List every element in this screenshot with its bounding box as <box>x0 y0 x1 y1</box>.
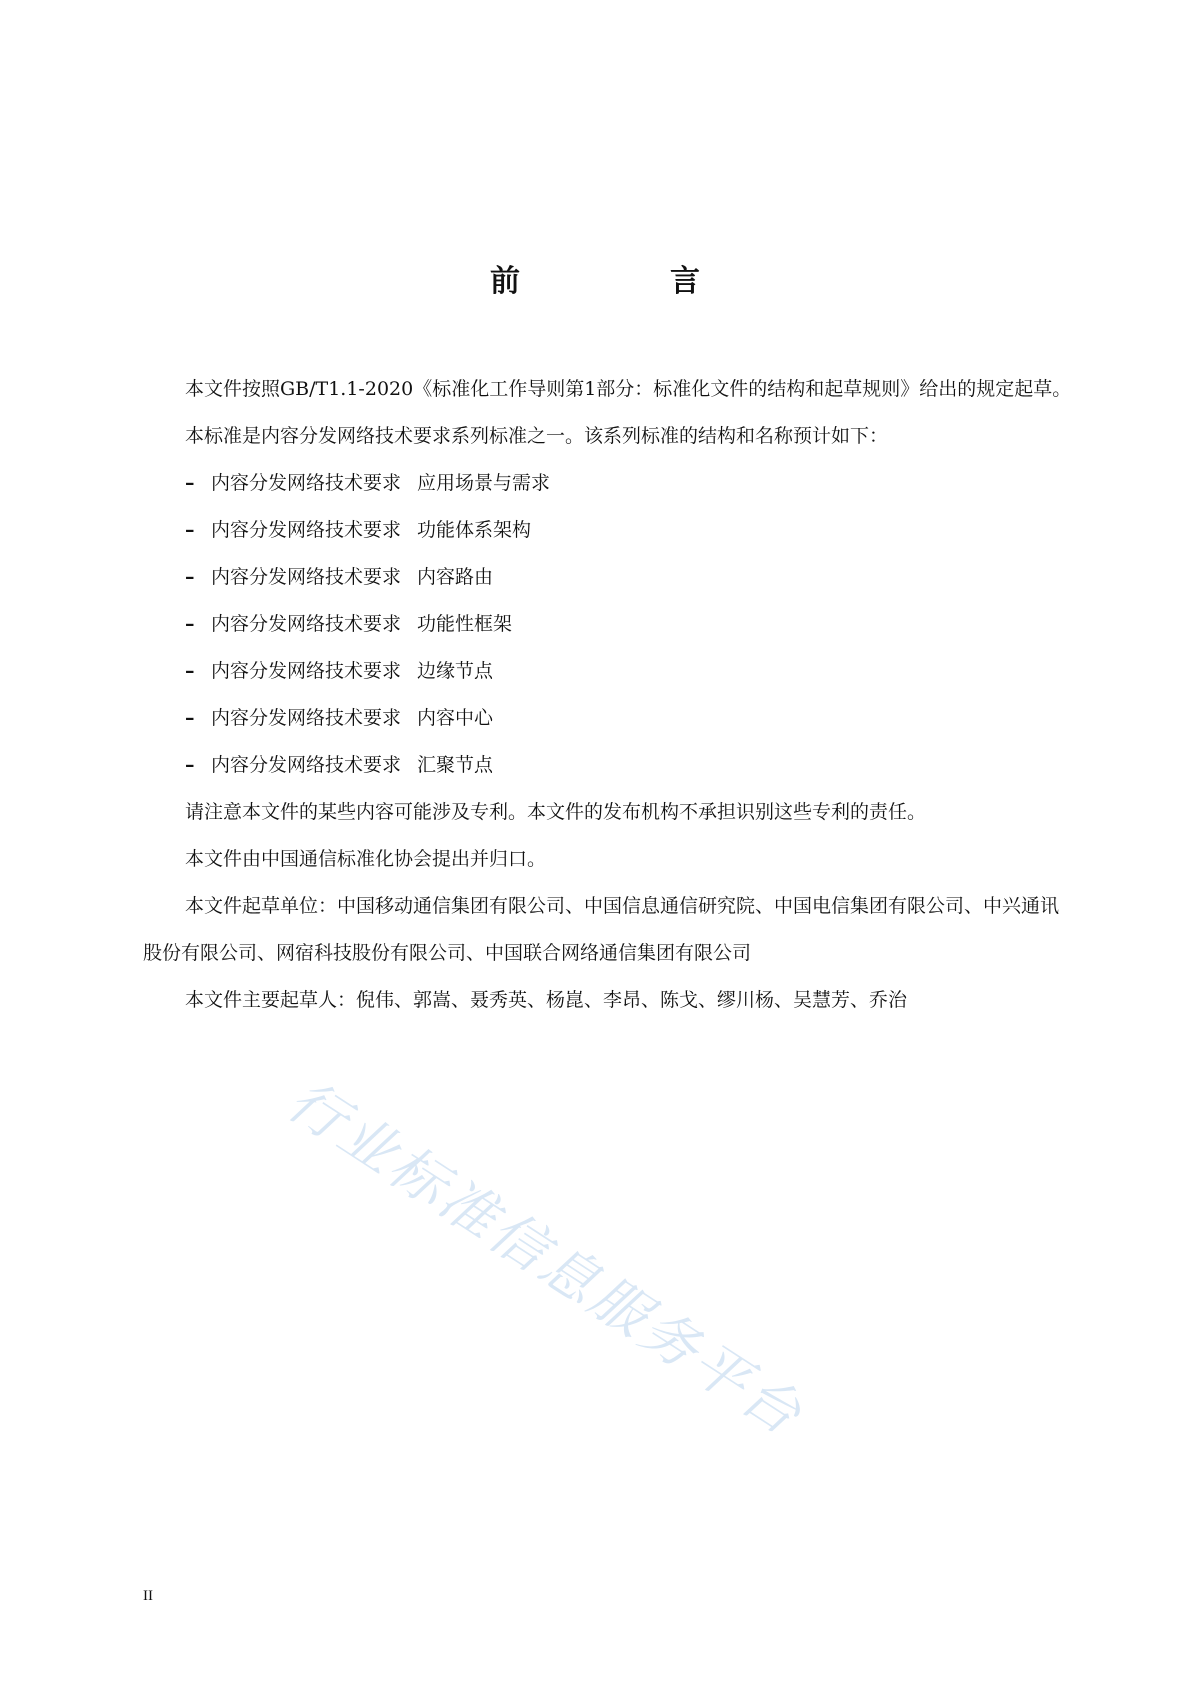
list-item-prefix: 内容分发网络技术要求 <box>211 566 402 588</box>
list-item-prefix: 内容分发网络技术要求 <box>211 660 402 682</box>
series-list <box>143 460 1075 789</box>
list-dash: – <box>185 613 195 635</box>
paragraph-drafting-units: 本文件起草单位：中国移动通信集团有限公司、中国信息通信研究院、中国电信集团有限公司、中兴通讯股份有限公司、网宿科技股份有限公司、中国联合网络通信集团有限公司 <box>143 895 1060 964</box>
list-item-name: 功能性框架 <box>417 613 513 635</box>
list-item-name: 边缘节点 <box>417 660 494 682</box>
foreword-content <box>143 366 1075 1024</box>
list-item-prefix: 内容分发网络技术要求 <box>211 519 402 541</box>
page-title: 前 言 <box>490 264 760 299</box>
list-dash: – <box>185 519 195 541</box>
paragraph-series-intro: 本标准是内容分发网络技术要求系列标准之一。该系列标准的结构和名称预计如下： <box>185 425 889 447</box>
list-item-prefix: 内容分发网络技术要求 <box>211 707 402 729</box>
list-item-name: 功能体系架构 <box>417 519 532 541</box>
list-item <box>143 460 1075 507</box>
list-item <box>143 554 1075 601</box>
list-item-prefix: 内容分发网络技术要求 <box>211 472 402 494</box>
list-item-name: 汇聚节点 <box>417 754 494 776</box>
list-dash: – <box>185 754 195 776</box>
list-item <box>143 695 1075 742</box>
list-item <box>143 601 1075 648</box>
list-item-name: 内容路由 <box>417 566 494 588</box>
list-item <box>143 507 1075 554</box>
list-dash: – <box>185 472 195 494</box>
paragraph-drafters: 本文件主要起草人：倪伟、郭嵩、聂秀英、杨崑、李昂、陈戈、缪川杨、吴慧芳、乔治 <box>185 989 908 1011</box>
list-item-prefix: 内容分发网络技术要求 <box>211 754 402 776</box>
list-dash: – <box>185 707 195 729</box>
list-item-prefix: 内容分发网络技术要求 <box>211 613 402 635</box>
list-item <box>143 648 1075 695</box>
list-dash: – <box>185 566 195 588</box>
list-dash: – <box>185 660 195 682</box>
list-item <box>143 742 1075 789</box>
list-item-name: 应用场景与需求 <box>417 472 551 494</box>
list-item-name: 内容中心 <box>417 707 494 729</box>
paragraph-proposer: 本文件由中国通信标准化协会提出并归口。 <box>185 848 547 870</box>
page-number: II <box>143 1588 153 1604</box>
paragraph-drafting-rules: 本文件按照GB/T1.1-2020《标准化工作导则第1部分：标准化文件的结构和起草规则》给出的规定起草。 <box>185 378 1072 400</box>
paragraph-patent-notice: 请注意本文件的某些内容可能涉及专利。本文件的发布机构不承担识别这些专利的责任。 <box>185 801 927 823</box>
watermark: 行业标准信息服务平台 <box>276 1068 815 1450</box>
